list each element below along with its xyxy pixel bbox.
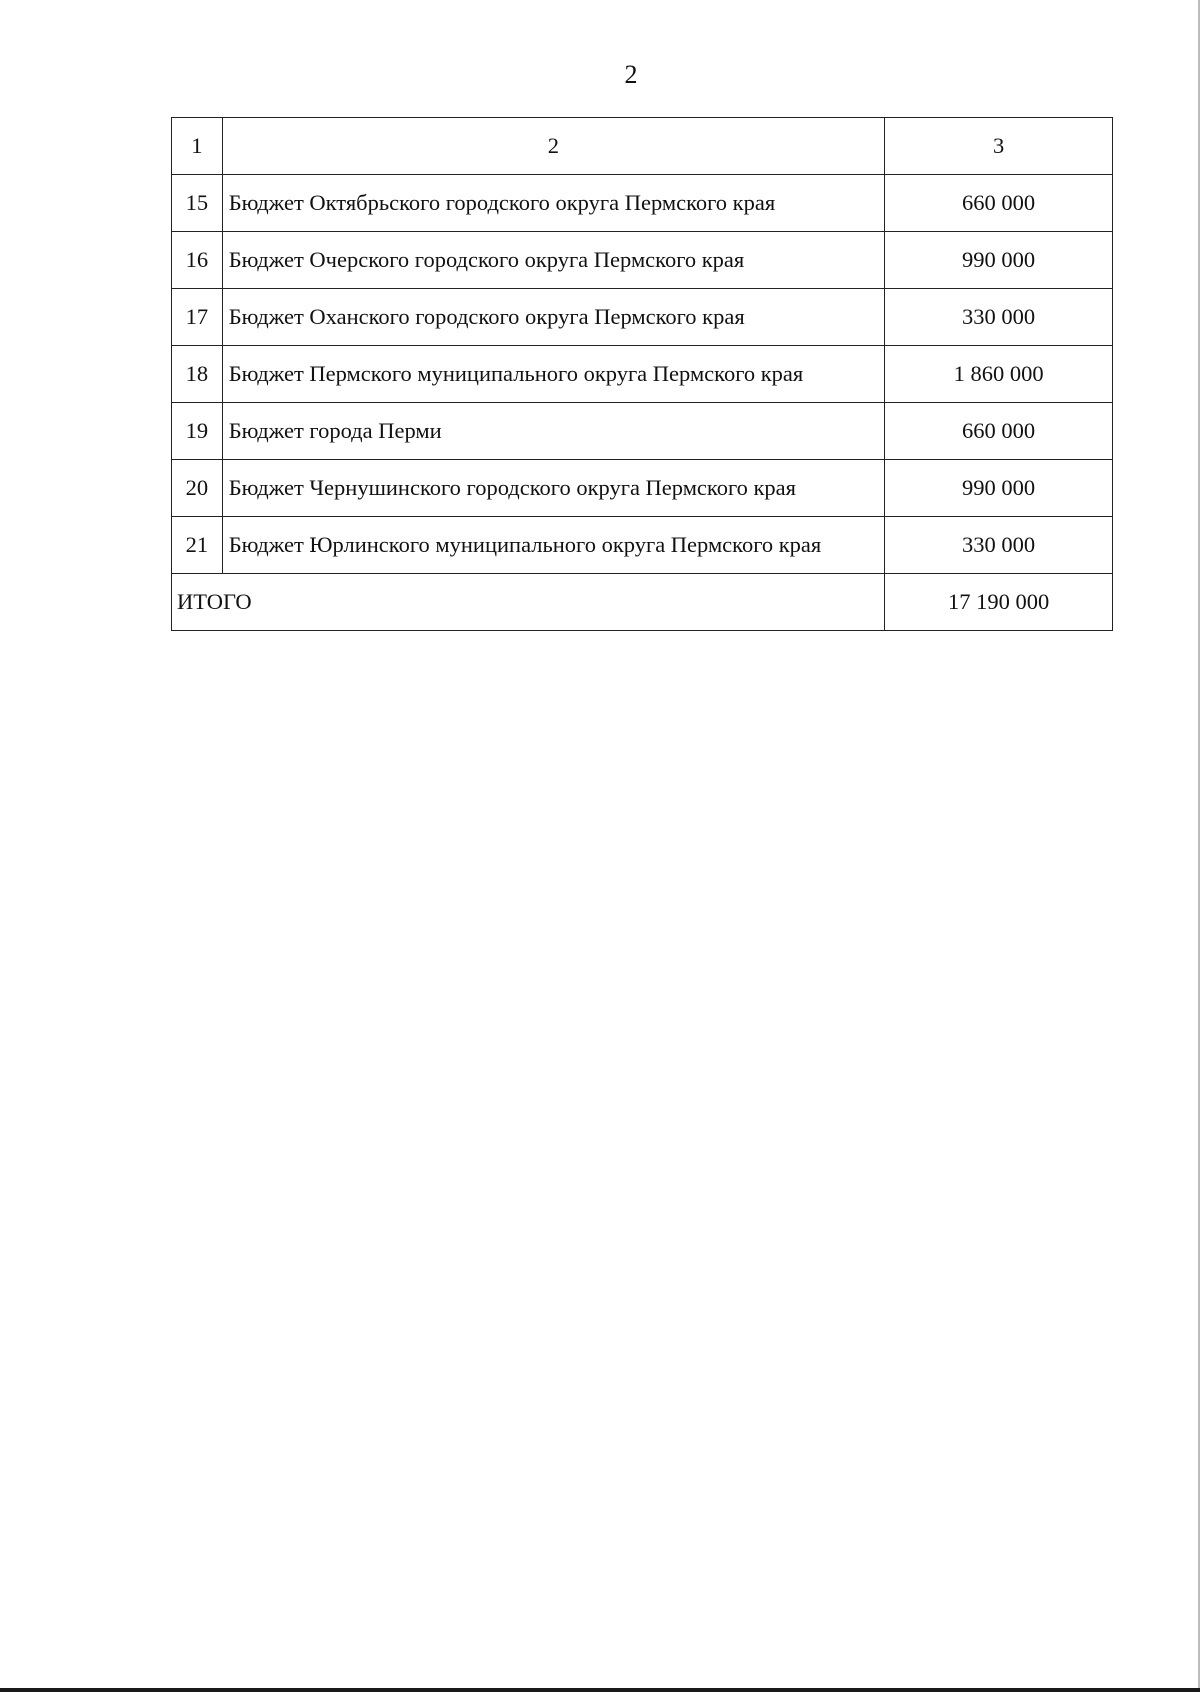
table-row — [172, 403, 1113, 460]
budget-amount: 660 000 — [885, 175, 1113, 232]
table-row — [172, 460, 1113, 517]
budget-amount: 330 000 — [885, 517, 1113, 574]
budget-amount: 990 000 — [885, 460, 1113, 517]
table-row — [172, 517, 1113, 574]
budget-amount: 660 000 — [885, 403, 1113, 460]
page-number: 2 — [624, 60, 638, 89]
budget-name: Бюджет Чернушинского городского округа Пермского края — [222, 460, 884, 517]
header-cell-col-2: 2 — [222, 118, 884, 175]
header-cell-col-1: 1 — [172, 118, 223, 175]
table-row — [172, 346, 1113, 403]
budget-name: Бюджет Октябрьского городского округа Пермского края — [222, 175, 884, 232]
row-number: 20 — [172, 460, 223, 517]
table-header-row — [172, 118, 1113, 175]
row-number: 21 — [172, 517, 223, 574]
budget-name: Бюджет города Перми — [222, 403, 884, 460]
budget-name: Бюджет Юрлинского муниципального округа Пермского края — [222, 517, 884, 574]
row-number: 16 — [172, 232, 223, 289]
total-amount: 17 190 000 — [885, 574, 1113, 631]
total-row — [172, 574, 1113, 631]
budget-amount: 990 000 — [885, 232, 1113, 289]
row-number: 15 — [172, 175, 223, 232]
budget-amount: 330 000 — [885, 289, 1113, 346]
budget-amount: 1 860 000 — [885, 346, 1113, 403]
header-cell-col-3: 3 — [885, 118, 1113, 175]
budget-name: Бюджет Оханского городского округа Пермского края — [222, 289, 884, 346]
row-number: 19 — [172, 403, 223, 460]
table-row — [172, 289, 1113, 346]
budget-name: Бюджет Очерского городского округа Пермского края — [222, 232, 884, 289]
table-row — [172, 175, 1113, 232]
scan-edge-bottom — [0, 1688, 1200, 1692]
budget-name: Бюджет Пермского муниципального округа Пермского края — [222, 346, 884, 403]
table-row — [172, 232, 1113, 289]
row-number: 17 — [172, 289, 223, 346]
row-number: 18 — [172, 346, 223, 403]
total-label: ИТОГО — [172, 574, 885, 631]
budget-table — [171, 117, 1113, 631]
